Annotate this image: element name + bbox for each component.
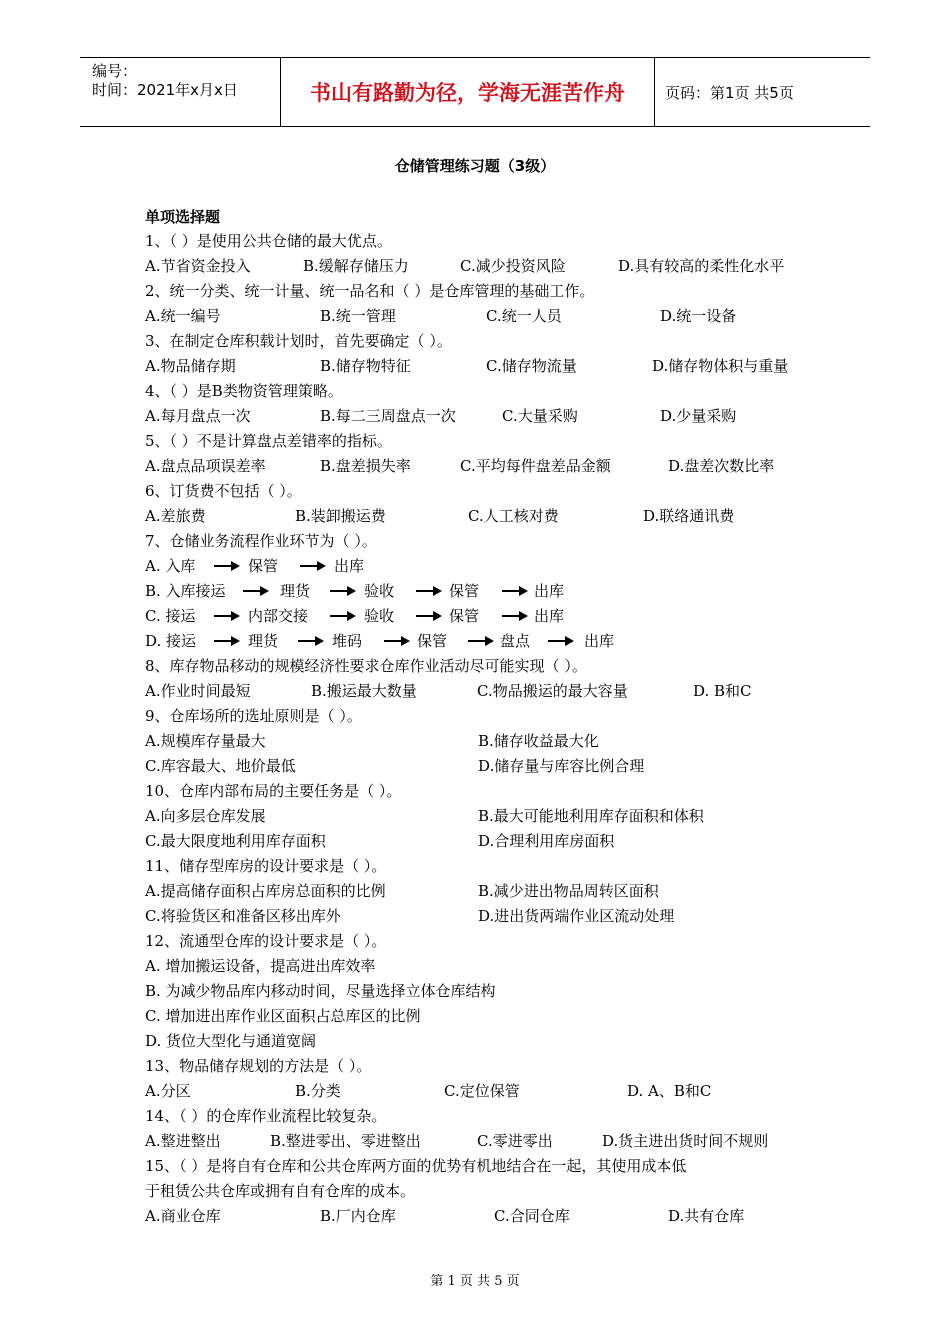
option: A.统一编号 xyxy=(145,307,221,325)
option: A.差旅费 xyxy=(145,507,206,525)
option: B.整进零出、零进整出 xyxy=(270,1132,421,1150)
question-text: 4、（ ）是B类物资管理策略。 xyxy=(145,382,343,400)
question-text: 5、（ ）不是计算盘点差错率的指标。 xyxy=(145,432,392,450)
option: D.进出货两端作业区流动处理 xyxy=(478,907,675,925)
option: B.减少进出物品周转区面积 xyxy=(478,882,659,900)
option: A.节省资金投入 xyxy=(145,257,251,275)
option: C.库容最大、地价最低 xyxy=(145,757,296,775)
option: B.分类 xyxy=(295,1082,341,1100)
option: B.储存物特征 xyxy=(320,357,411,375)
flow-step: A. 入库 xyxy=(145,557,196,575)
flow-step: 理货 xyxy=(248,632,279,650)
option: A.分区 xyxy=(145,1082,191,1100)
arrow-right-icon xyxy=(416,590,434,592)
header-motto: 书山有路勤为径，学海无涯苦作舟 xyxy=(310,81,625,105)
option: B.最大可能地利用库存面积和体积 xyxy=(478,807,704,825)
option: B.盘差损失率 xyxy=(320,457,411,475)
option: B.储存收益最大化 xyxy=(478,732,599,750)
flow-step: 验收 xyxy=(364,582,395,600)
flow-step: 保管 xyxy=(449,607,480,625)
option: A.规模库存量最大 xyxy=(145,732,266,750)
option: C.将验货区和准备区移出库外 xyxy=(145,907,341,925)
option: D.储存物体积与重量 xyxy=(652,357,789,375)
question-text: 2、统一分类、统一计量、统一品名和（ ）是仓库管理的基础工作。 xyxy=(145,282,595,300)
document-title: 仓储管理练习题（3级） xyxy=(394,157,556,175)
option: A.作业时间最短 xyxy=(145,682,251,700)
question-text-continued: 于租赁公共仓库或拥有自有仓库的成本。 xyxy=(145,1182,416,1200)
option: C.统一人员 xyxy=(486,307,562,325)
option: D.联络通讯费 xyxy=(643,507,735,525)
flow-step: C. 接运 xyxy=(145,607,196,625)
flow-step: 验收 xyxy=(364,607,395,625)
question-text: 10、仓库内部布局的主要任务是（ ）。 xyxy=(145,782,402,800)
option: D.统一设备 xyxy=(660,307,737,325)
option: C.定位保管 xyxy=(444,1082,520,1100)
arrow-right-icon xyxy=(214,615,232,617)
flow-step: 出库 xyxy=(584,632,615,650)
arrow-right-icon xyxy=(548,640,566,642)
arrow-right-icon xyxy=(502,615,520,617)
option: B.缓解存储压力 xyxy=(303,257,409,275)
flow-step: 堆码 xyxy=(332,632,363,650)
flow-step: 内部交接 xyxy=(248,607,309,625)
option: A. 增加搬运设备，提高进出库效率 xyxy=(145,957,376,975)
option: D.储存量与库容比例合理 xyxy=(478,757,645,775)
option: C.减少投资风险 xyxy=(460,257,566,275)
arrow-right-icon xyxy=(384,640,402,642)
flow-step: 盘点 xyxy=(500,632,531,650)
option: B.装卸搬运费 xyxy=(295,507,386,525)
number-label: 编号： xyxy=(92,62,138,80)
flow-step: B. 入库接运 xyxy=(145,582,226,600)
arrow-right-icon xyxy=(416,615,434,617)
question-text: 6、订货费不包括（ ）。 xyxy=(145,482,302,500)
flow-step: 出库 xyxy=(534,582,565,600)
option: D.共有仓库 xyxy=(668,1207,745,1225)
option: A.物品储存期 xyxy=(145,357,236,375)
option: A.盘点品项误差率 xyxy=(145,457,266,475)
question-text: 13、物品储存规划的方法是（ ）。 xyxy=(145,1057,372,1075)
flow-step: 保管 xyxy=(417,632,448,650)
option: D.少量采购 xyxy=(660,407,737,425)
arrow-right-icon xyxy=(502,590,520,592)
option: D.合理利用库房面积 xyxy=(478,832,615,850)
option: D. B和C xyxy=(693,682,752,700)
option: C.储存物流量 xyxy=(486,357,577,375)
arrow-right-icon xyxy=(468,640,486,642)
flow-step: 出库 xyxy=(334,557,365,575)
header-meta xyxy=(80,58,280,126)
option: C.零进零出 xyxy=(477,1132,553,1150)
question-text: 11、储存型库房的设计要求是（ ）。 xyxy=(145,857,387,875)
option: B.厂内仓库 xyxy=(320,1207,396,1225)
arrow-right-icon xyxy=(214,565,232,567)
arrow-right-icon xyxy=(243,590,261,592)
question-text: 1、（ ）是使用公共仓储的最大优点。 xyxy=(145,232,392,250)
option: C.最大限度地利用库存面积 xyxy=(145,832,326,850)
question-text: 3、在制定仓库积载计划时，首先要确定（ ）。 xyxy=(145,332,452,350)
question-text: 15、（ ）是将自有仓库和公共仓库两方面的优势有机地结合在一起，其使用成本低 xyxy=(145,1157,687,1175)
question-text: 14、（ ）的仓库作业流程比较复杂。 xyxy=(145,1107,387,1125)
option: C. 增加进出库作业区面积占总库区的比例 xyxy=(145,1007,421,1025)
arrow-right-icon xyxy=(330,615,348,617)
option: B.每二三周盘点一次 xyxy=(320,407,456,425)
option: D. A、B和C xyxy=(627,1082,712,1100)
option: D.盘差次数比率 xyxy=(668,457,775,475)
flow-step: 保管 xyxy=(248,557,279,575)
section-heading: 单项选择题 xyxy=(145,208,221,226)
flow-step: 理货 xyxy=(280,582,311,600)
option: D.具有较高的柔性化水平 xyxy=(618,257,785,275)
arrow-right-icon xyxy=(298,640,316,642)
option: A.提高储存面积占库房总面积的比例 xyxy=(145,882,386,900)
page-footer: 第 1 页 共 5 页 xyxy=(430,1274,520,1289)
time-label: 时间：2021年x月x日 xyxy=(92,81,238,99)
arrow-right-icon xyxy=(214,640,232,642)
question-text: 9、仓库场所的选址原则是（ ）。 xyxy=(145,707,362,725)
option: A.向多层仓库发展 xyxy=(145,807,266,825)
option: A.整进整出 xyxy=(145,1132,221,1150)
flow-step: D. 接运 xyxy=(145,632,197,650)
option: A.每月盘点一次 xyxy=(145,407,251,425)
header-page-label: 页码：第1页 共5页 xyxy=(665,83,794,102)
question-text: 8、库存物品移动的规模经济性要求仓库作业活动尽可能实现（ ）。 xyxy=(145,657,587,675)
option: C.人工核对费 xyxy=(468,507,559,525)
arrow-right-icon xyxy=(300,565,318,567)
option: C.大量采购 xyxy=(502,407,578,425)
question-text: 12、流通型仓库的设计要求是（ ）。 xyxy=(145,932,387,950)
question-text: 7、仓储业务流程作业环节为（ ）。 xyxy=(145,532,377,550)
option: A.商业仓库 xyxy=(145,1207,221,1225)
option: B.统一管理 xyxy=(320,307,396,325)
option: D.货主进出货时间不规则 xyxy=(602,1132,769,1150)
option: C.平均每件盘差品金额 xyxy=(460,457,611,475)
option: C.物品搬运的最大容量 xyxy=(477,682,628,700)
option: D. 货位大型化与通道宽阔 xyxy=(145,1032,317,1050)
flow-step: 保管 xyxy=(449,582,480,600)
option: C.合同仓库 xyxy=(494,1207,570,1225)
option: B. 为减少物品库内移动时间，尽量选择立体仓库结构 xyxy=(145,982,496,1000)
page-header xyxy=(80,57,870,127)
option: B.搬运最大数量 xyxy=(311,682,417,700)
arrow-right-icon xyxy=(330,590,348,592)
flow-step: 出库 xyxy=(534,607,565,625)
